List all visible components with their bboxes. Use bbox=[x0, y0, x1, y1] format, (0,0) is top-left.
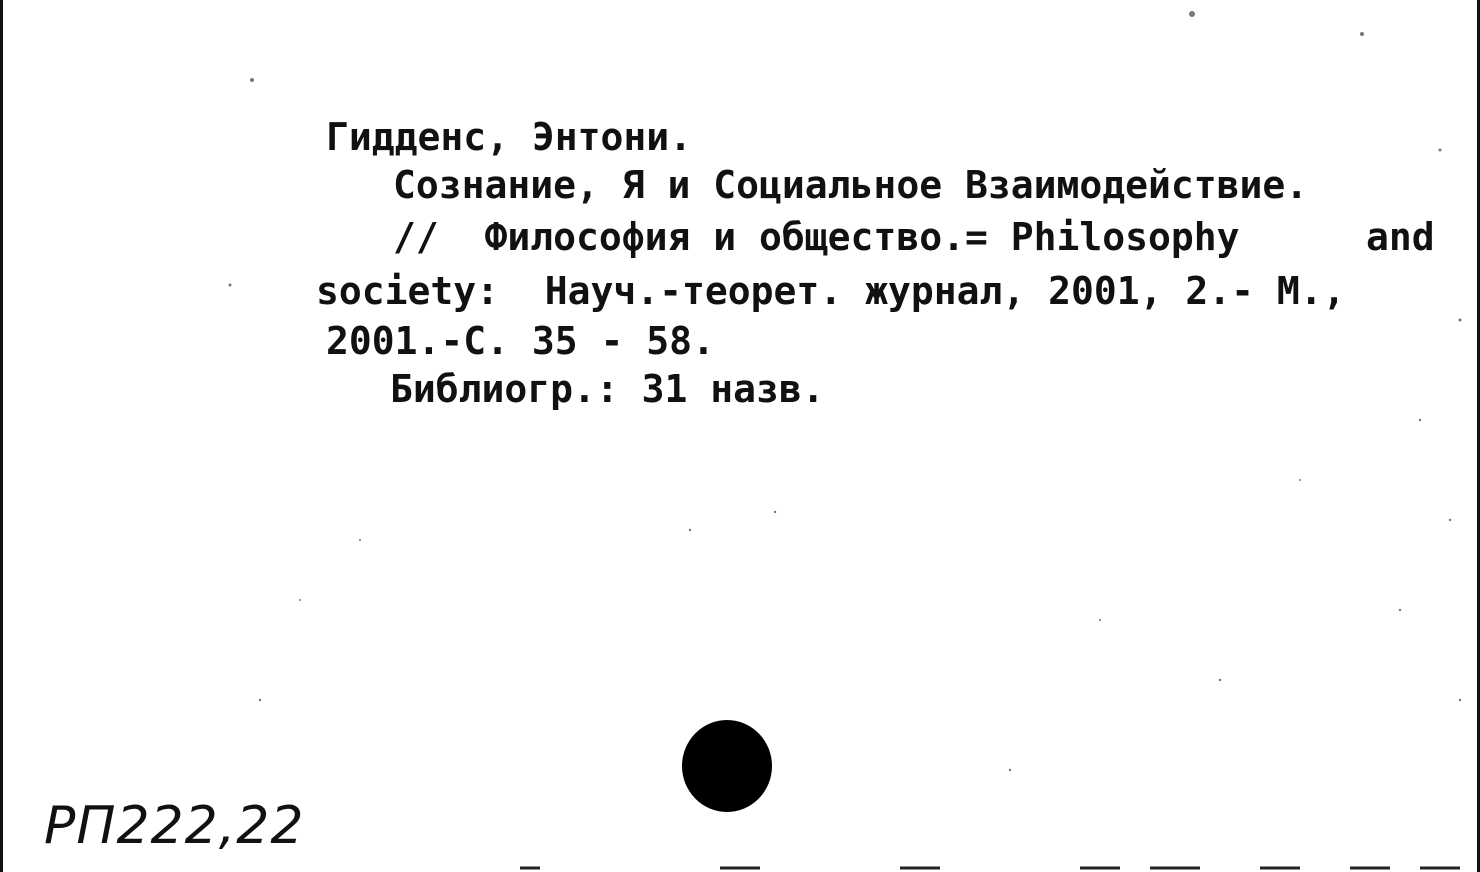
bottom-edge-marks bbox=[0, 864, 1480, 872]
bibliographic-entry bbox=[0, 0, 1435, 411]
title-line: Сознание, Я и Социальное Взаимодействие. bbox=[393, 163, 1309, 207]
author-line: Гидденс, Энтони. bbox=[326, 115, 693, 159]
shelfmark-handwritten: РП222,22 bbox=[44, 796, 305, 856]
notes-line: Библиогр.: 31 назв. bbox=[390, 367, 825, 411]
source-line-2: society: Науч.-теорет. журнал, 2001, 2.- М., bbox=[316, 269, 1346, 313]
source-line-3: 2001.-С. 35 - 58. bbox=[326, 319, 715, 363]
source-line-1-end: and bbox=[1366, 215, 1435, 259]
source-line-1: // Философия и общество.= Philosophy bbox=[393, 215, 1240, 259]
card-punch-hole bbox=[682, 720, 772, 812]
